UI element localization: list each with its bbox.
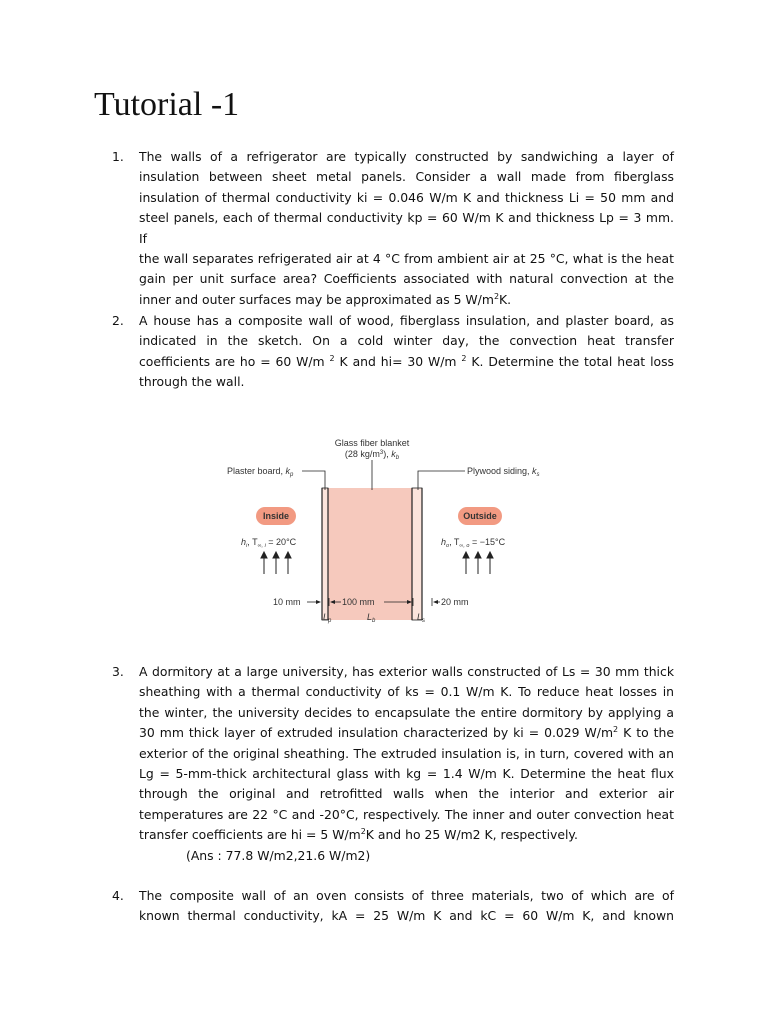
text-line: A dormitory at a large university, has exterior walls constructed of Ls = 30 mm thick	[139, 664, 674, 679]
text-line: gain per unit surface area? Coefficients associated with natural convection at the	[139, 271, 674, 287]
question-text	[139, 886, 674, 927]
answer-text: (Ans : 77.8 W/m2,21.6 W/m2)	[186, 847, 371, 863]
text-line: A house has a composite wall of wood, fiberglass insulation, and plaster board, as	[139, 313, 674, 328]
question-number: 1.	[112, 149, 124, 164]
plywood-label: Plywood siding, $k_s$	[467, 466, 540, 478]
question-3	[112, 662, 674, 866]
text-line: indicated in the sketch. On a cold winter day, the convection heat transfer	[139, 333, 674, 349]
question-number: 4.	[112, 888, 124, 903]
text-line: inner and outer surfaces may be approximated as 5 $W/m^2K$.	[139, 291, 512, 307]
text-line: steel panels, each of thermal conductivity kp = 60 W/m K and thickness Lp = 3 mm. If	[139, 210, 674, 246]
text-line: sheathing with a thermal conductivity of ks = 0.1 W/m K. To reduce heat losses in	[139, 684, 674, 700]
outside-label: Outside	[463, 511, 497, 521]
text-line: the winter, the university decides to encapsulate the entire dormitory by applying a	[139, 704, 674, 720]
question-text	[139, 662, 674, 866]
text-line: known thermal conductivity, kA = 25 W/m K and kC = 60 W/m K, and known	[139, 908, 674, 924]
question-text	[139, 147, 674, 310]
inside-conditions: $h_i$, $T_{\infty, i} = 20^\circ C$	[241, 537, 297, 549]
dim-mid-label: 100 mm	[342, 597, 375, 607]
text-line: through the original and retrofitted walls when the interior and exterior air	[139, 786, 674, 802]
inside-heat-arrows	[261, 552, 291, 574]
glass-fiber-density: (28 $kg/m^3$), $k_b$	[344, 449, 400, 461]
text-line: The walls of a refrigerator are typically constructed by sandwiching a layer of	[139, 149, 674, 164]
text-line: 30 mm thick layer of extruded insulation characterized by ki = 0.029 $W/m^2$ K to the	[139, 725, 674, 741]
text-line: the wall separates refrigerated air at 4 °C from ambient air at 25 °C, what is the heat	[139, 251, 674, 267]
dim-left-label: 10 mm	[273, 597, 301, 607]
outside-conditions: $h_o$, $T_{\infty, o} = -15^\circ C$	[441, 537, 506, 549]
dim-right-label: 20 mm	[441, 597, 469, 607]
question-4	[112, 886, 674, 927]
question-1	[112, 147, 674, 310]
plaster-board-layer	[322, 488, 328, 620]
lp-label: $L_p$	[323, 612, 332, 624]
text-line: transfer coefficients are hi = 5 $W/m^2K$ and ho 25 W/m2 K, respectively.	[139, 827, 578, 843]
text-line: The composite wall of an oven consists of three materials, two of which are of	[139, 888, 674, 903]
text-line: insulation between sheet metal panels. Consider a wall made from fiberglass	[139, 169, 674, 185]
page-title: Tutorial -1	[94, 86, 240, 123]
inside-label: Inside	[262, 511, 290, 521]
question-text	[139, 311, 674, 393]
text-line: exterior of the original sheathing. The extruded insulation is, in turn, covered with an	[139, 745, 674, 761]
ls-label: $L_s$	[417, 612, 426, 624]
text-line: coefficients are ho = 60 W/m $^2$ K and hi= 30 W/m $^2$ K. Determine the total heat loss	[139, 353, 674, 369]
lb-label: $L_b$	[367, 612, 376, 624]
question-number: 2.	[112, 313, 124, 328]
outside-heat-arrows	[463, 552, 493, 574]
question-number: 3.	[112, 664, 124, 679]
glass-fiber-label: Glass fiber blanket	[334, 438, 410, 448]
text-line: Lg = 5-mm-thick architectural glass with kg = 1.4 W/m K. Determine the heat flux	[139, 766, 674, 782]
question-2	[112, 311, 674, 393]
text-line: through the wall.	[139, 374, 245, 390]
text-line: insulation of thermal conductivity ki = 0.046 W/m K and thickness Li = 50 mm and	[139, 189, 674, 205]
text-line: temperatures are 22 °C and -20°C, respectively. The inner and outer convection heat	[139, 806, 674, 822]
composite-wall-diagram	[222, 434, 540, 630]
plywood-layer	[412, 488, 422, 620]
plaster-label: Plaster board, $k_p$	[227, 466, 294, 478]
